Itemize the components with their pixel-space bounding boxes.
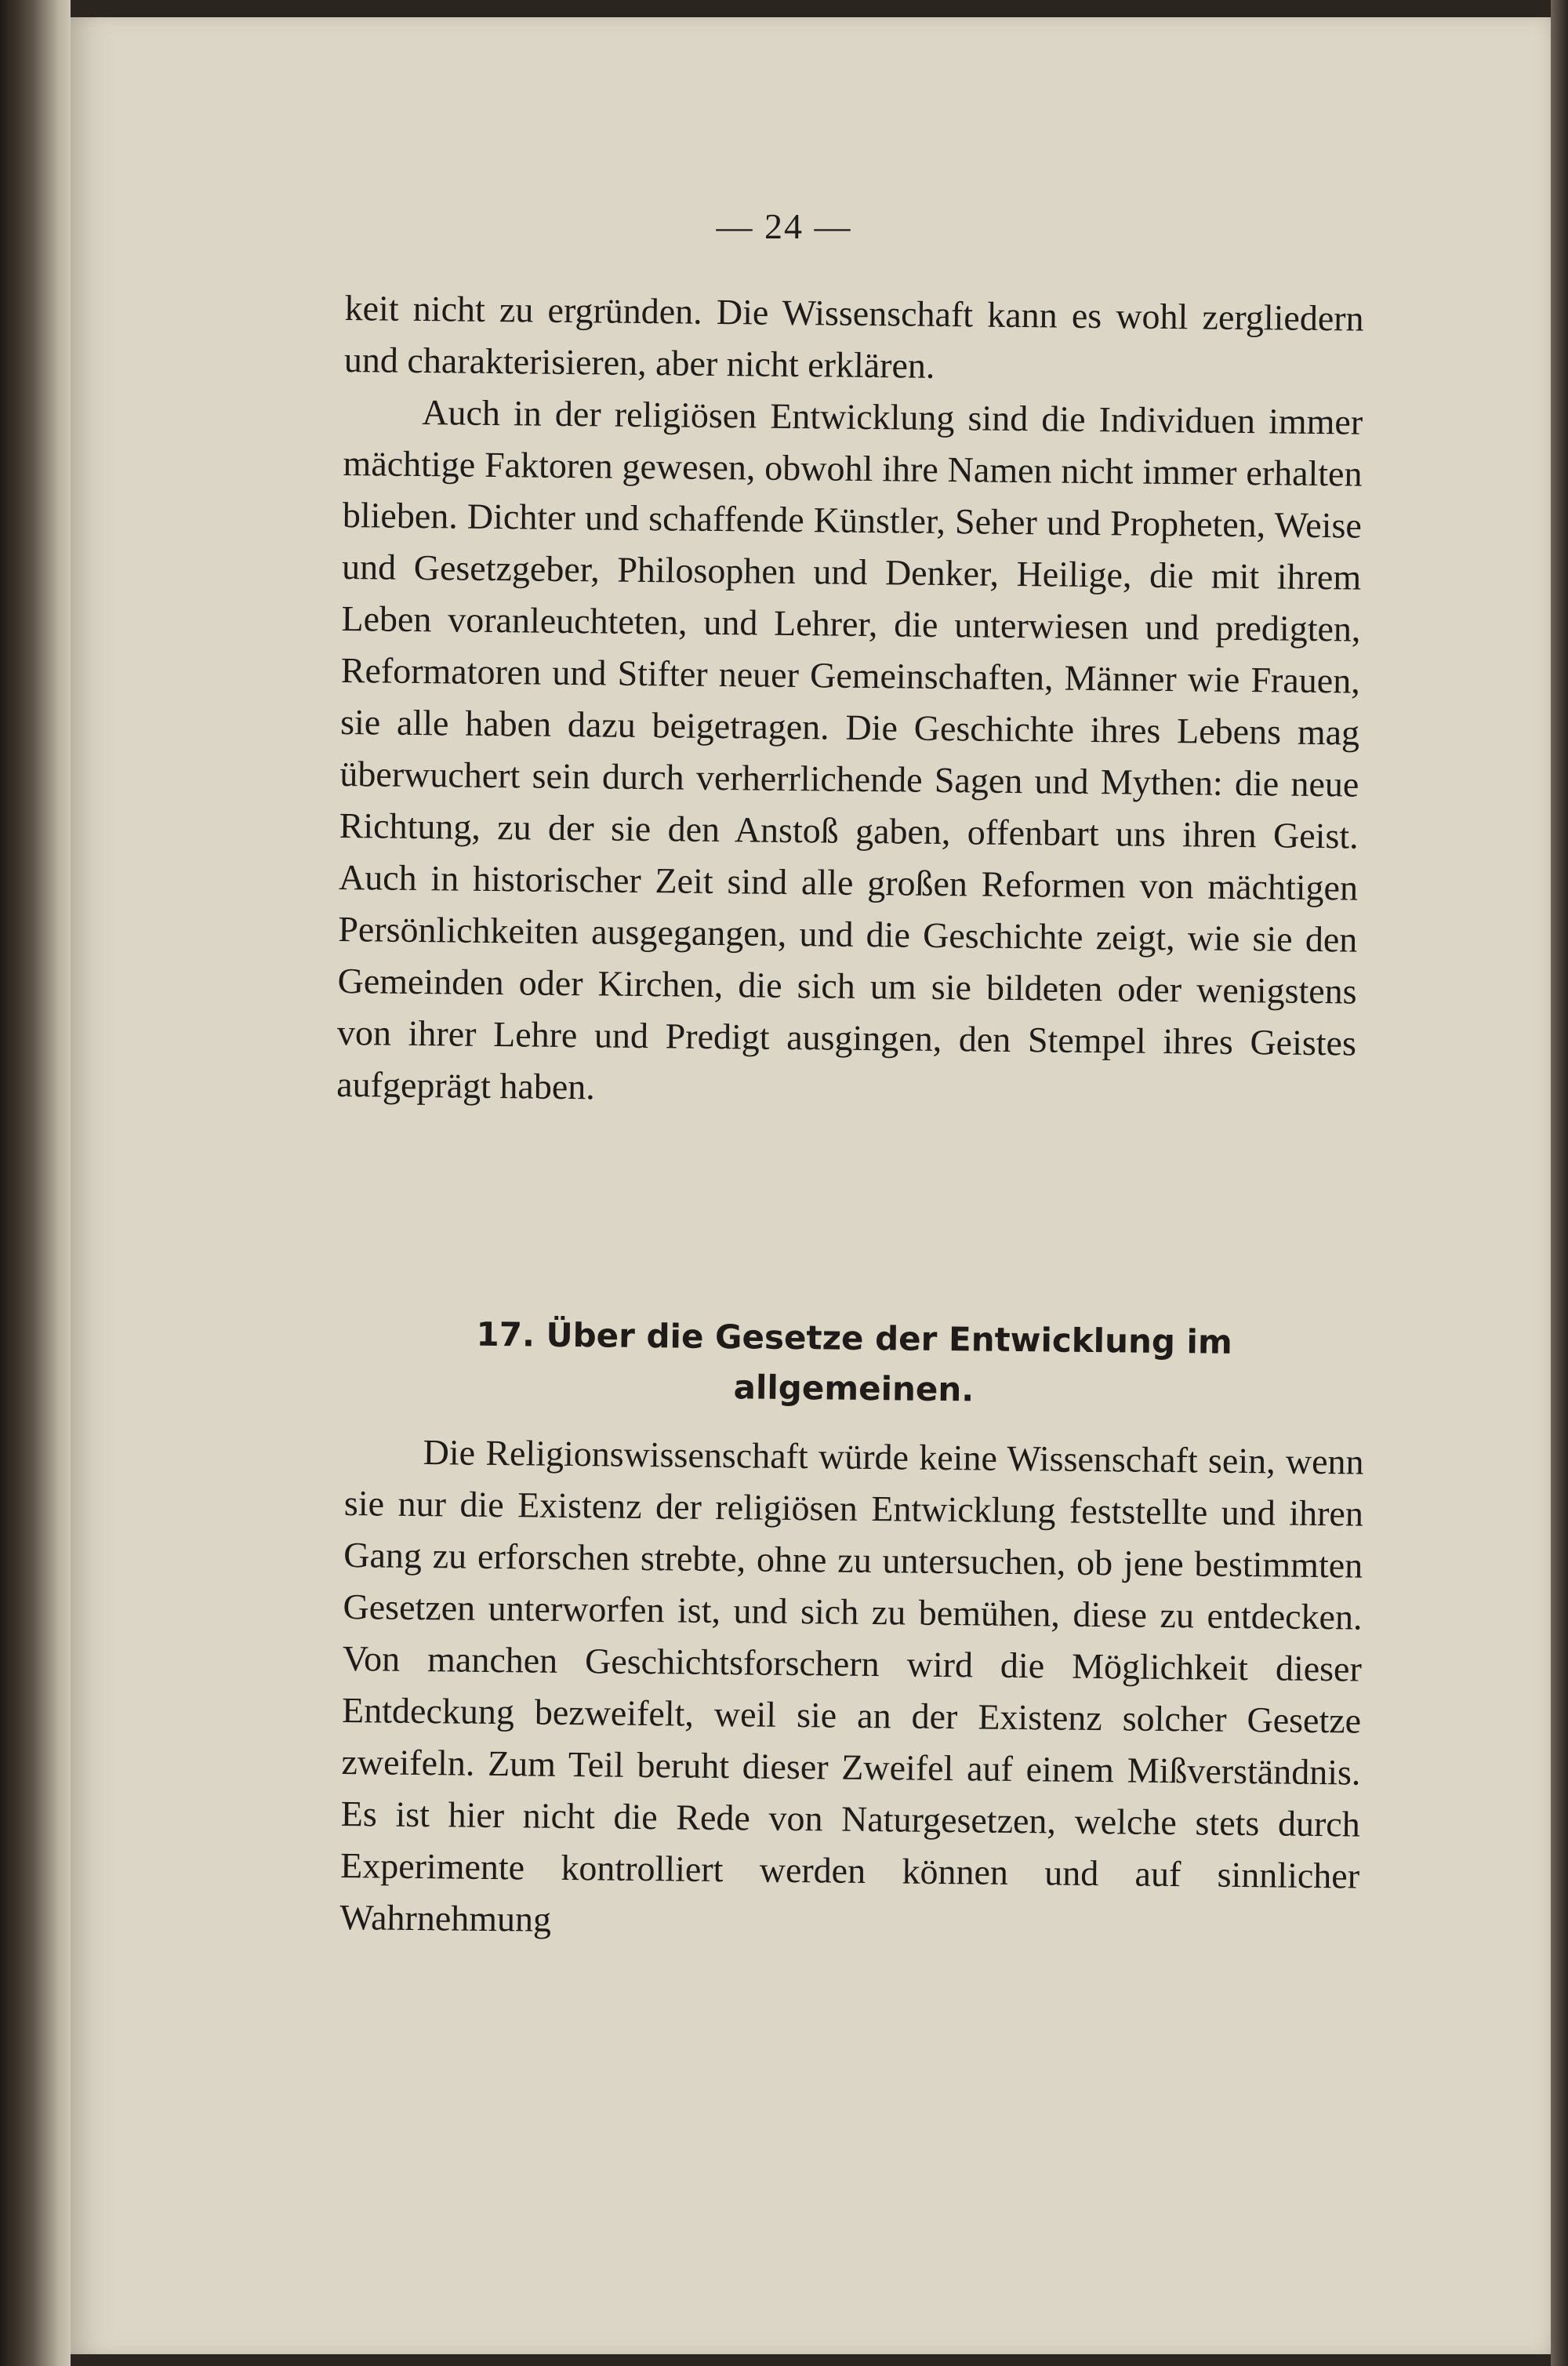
section-heading-line-1: 17. Über die Gesetze der Entwicklung im — [476, 1314, 1233, 1361]
paragraph-individuals: Auch in der religiösen Entwicklung sind die Individuen immer mächtige Faktoren gewesen, obwohl ihre Namen nicht immer erhalten blieben. Dichter und schaffende Künstler, Seher und Propheten, Weise und Gesetzgeber, Philosophen und Denker, Heilige, die mit ihrem Leben voranleuchteten, und Lehrer, die unterwiesen und predigten, Reformatoren und Stifter neuer Gemeinschaften, Männer wie Frauen, sie alle haben dazu beigetragen. Die Geschichte ihres Lebens mag überwuchert sein durch verherrlichende Sagen und Mythen: die neue Richtung, zu der sie den Anstoß gaben, offenbart uns ihren Geist. Auch in historischer Zeit sind alle großen Reformen von mächtigen Persönlichkeiten ausgegangen, und die Geschichte zeigt, wie sie den Gemeinden oder Kirchen, die sich um sie bildeten oder wenigstens von ihrer Lehre und Predigt ausgingen, den Stempel ihres Geistes aufgeprägt haben. — [336, 392, 1363, 1107]
body-text-top — [336, 282, 1364, 1121]
page-right-edge — [1551, 0, 1568, 2366]
section-heading-line-2: allgemeinen. — [733, 1368, 975, 1409]
book-binding — [0, 0, 71, 2366]
section-heading — [344, 1308, 1364, 1419]
paragraph-continuation: keit nicht zu ergründen. Die Wissenschaft kann es wohl zergliedern und charakterisieren, aber nicht erklären. — [343, 287, 1364, 386]
paragraph-religionswissenschaft: Die Religionswissenschaft würde keine Wissenschaft sein, wenn sie nur die Existenz der religiösen Entwicklung feststellte und ihren Gang zu erforschen strebte, ohne zu untersuchen, ob jene bestimmten Gesetzen unterworfen ist, und sich zu bemühen, diese zu entdecken. Von manchen Geschichtsforschern wird die Möglichkeit dieser Entdeckung bezweifelt, weil sie an der Existenz solcher Gesetze zweifeln. Zum Teil beruht dieser Zweifel auf einem Mißverständnis. Es ist hier nicht die Rede von Naturgesetzen, welche stets durch Experimente kontrolliert werden können und auf sinnlicher Wahrnehmung — [339, 1432, 1364, 1939]
page-number: — 24 — — [716, 206, 852, 246]
body-text-section — [339, 1426, 1364, 1954]
